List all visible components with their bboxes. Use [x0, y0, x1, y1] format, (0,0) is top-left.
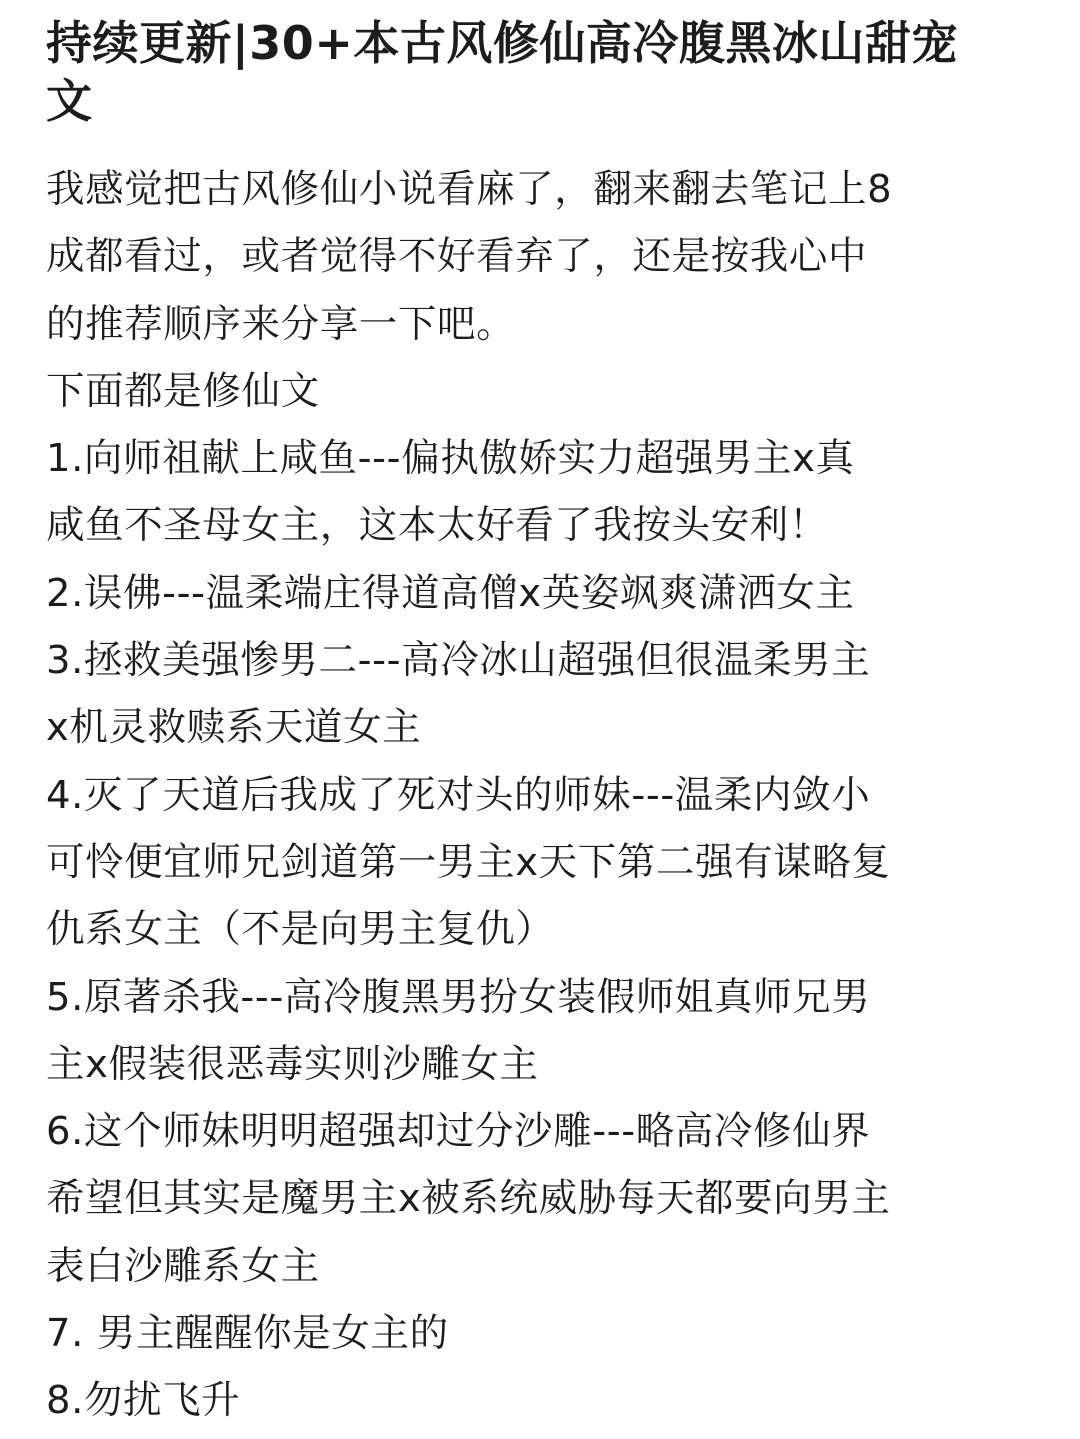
- title-line-1: 持续更新|30+本古风修仙高冷腹黑冰山甜宠: [46, 16, 958, 70]
- note-title: [46, 14, 1040, 130]
- list-item-6-line-2: 希望但其实是魔男主x被系统威胁每天都要向男主: [46, 1176, 891, 1222]
- body-line-3: 的推荐顺序来分享一下吧。: [46, 301, 516, 347]
- list-item-4-line-1: 4.灭了天道后我成了死对头的师妹---温柔内敛小: [46, 772, 871, 818]
- list-item-4-line-2: 可怜便宜师兄剑道第一男主x天下第二强有谋略复: [46, 839, 891, 885]
- title-line-2: 文: [46, 74, 93, 128]
- list-item-6-line-3: 表白沙雕系女主: [46, 1243, 320, 1289]
- body-line-2: 成都看过，或者觉得不好看弃了，还是按我心中: [46, 234, 868, 280]
- body-line-1: 我感觉把古风修仙小说看麻了，翻来翻去笔记上8: [46, 167, 893, 212]
- list-item-5-line-1: 5.原著杀我---高冷腹黑男扮女装假师姐真师兄男: [46, 974, 871, 1020]
- list-item-5-line-2: 主x假装很恶毒实则沙雕女主: [46, 1041, 539, 1087]
- list-item-2: 2.误佛---温柔端庄得道高僧x英姿飒爽潇洒女主: [46, 570, 855, 616]
- list-item-1-line-2: 咸鱼不圣母女主，这本太好看了我按头安利！: [46, 503, 829, 549]
- list-item-8: 8.勿扰飞升: [46, 1378, 241, 1424]
- list-item-7: 7. 男主醒醒你是女主的: [46, 1311, 449, 1357]
- note-body: [46, 156, 1040, 1435]
- list-item-1-line-1: 1.向师祖献上咸鱼---偏执傲娇实力超强男主x真: [46, 436, 855, 482]
- list-item-4-line-3: 仇系女主（不是向男主复仇）: [46, 907, 555, 953]
- list-item-3-line-2: x机灵救赎系天道女主: [46, 705, 422, 751]
- list-item-6-line-1: 6.这个师妹明明超强却过分沙雕---略高冷修仙界: [46, 1109, 871, 1155]
- list-item-3-line-1: 3.拯救美强惨男二---高冷冰山超强但很温柔男主: [46, 638, 871, 684]
- section-heading: 下面都是修仙文: [46, 368, 320, 414]
